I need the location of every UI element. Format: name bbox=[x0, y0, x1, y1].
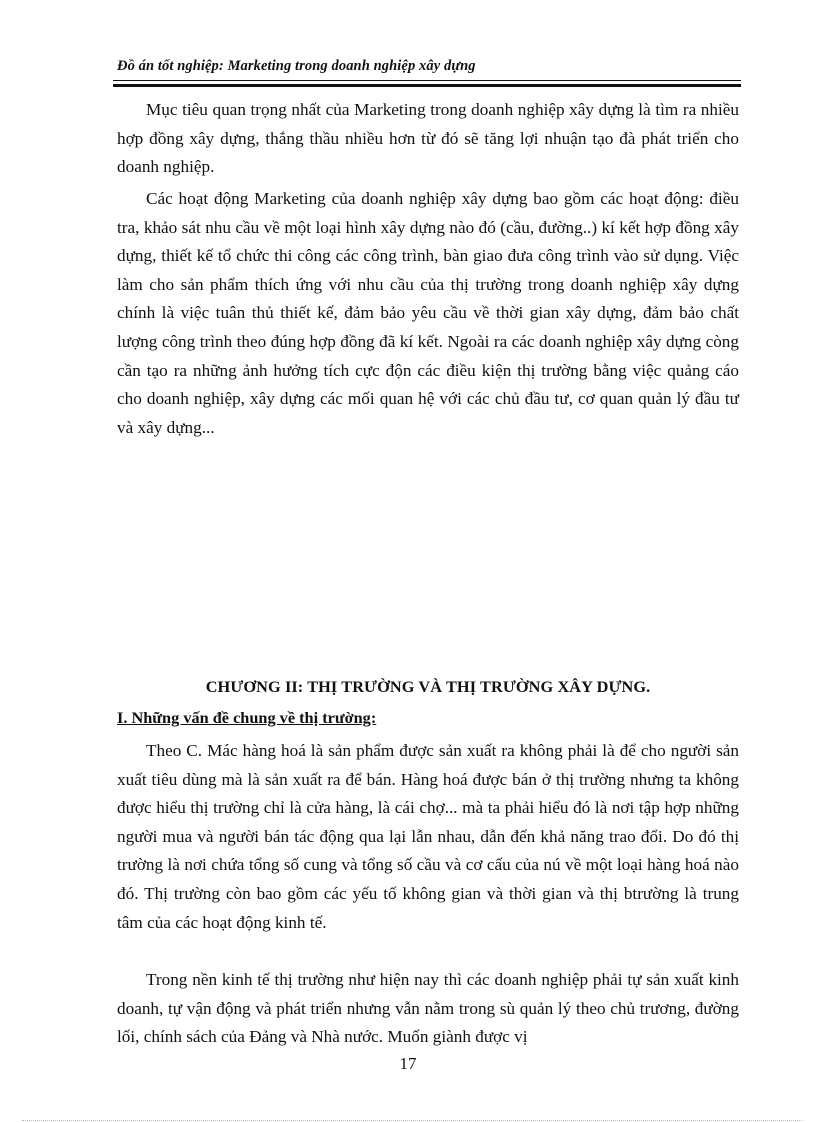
section-heading: I. Những vấn đề chung về thị trường: bbox=[117, 708, 377, 727]
paragraph-market-definition: Theo C. Mác hàng hoá là sản phẩm được sản xuất ra không phải là để cho người sản xuất tiêu dùng mà là sản xuất ra để bán. Hàng hoá được bán ở thị trường nhưng ta không được hiểu thị trường chỉ là cửa hàng, là cái chợ... mà ta phải hiểu đó là nơi tập hợp những người mua và người bán tác động qua lại lẫn nhau, dẫn đến khả năng trao đổi. Do đó thị trường là nơi chứa tổng số cung và tổng số cầu và cơ cấu của nú về một loại hàng hoá nào đó. Thị trường còn bao gồm các yếu tố không gian và thời gian và thị btrường là trung tâm của các hoạt động kinh tế. bbox=[117, 741, 739, 932]
header-rule-thick bbox=[113, 84, 741, 87]
paragraph-market-economy: Trong nền kinh tế thị trường như hiện nay thì các doanh nghiệp phải tự sản xuất kinh doanh, tự vận động và phát triển nhưng vẫn nằm trong sù quản lý theo chủ trương, đường lối, chính sách của Đảng và Nhà nước. Muốn giành được vị bbox=[117, 970, 739, 1047]
header-rule-thin bbox=[113, 80, 741, 81]
running-header: Đồ án tốt nghiệp: Marketing trong doanh nghiệp xây dựng bbox=[117, 58, 476, 74]
paragraph-marketing-goal: Mục tiêu quan trọng nhất của Marketing trong doanh nghiệp xây dựng là tìm ra nhiều hợp đồng xây dựng, thắng thầu nhiều hơn từ đó sẽ tăng lợi nhuận tạo đà phát triển cho doanh nghiệp. bbox=[117, 100, 739, 177]
page-number: 17 bbox=[399, 1054, 417, 1073]
paragraph-marketing-activities: Các hoạt động Marketing của doanh nghiệp xây dựng bao gồm các hoạt động: điều tra, khảo sát nhu cầu về một loại hình xây dựng nào đó (cầu, đường..) kí kết hợp đồng xây dựng, thiết kế tổ chức thi công các công trình, bàn giao đưa công trình vào sử dụng. Việc làm cho sản phẩm thích ứng với nhu cầu của thị trường trong doanh nghiệp xây dựng chính là việc tuân thủ thiết kế, đảm bảo yêu cầu về thời gian xây dựng, đảm bảo chất lượng công trình theo đúng hợp đồng đã kí kết. Ngoài ra các doanh nghiệp xây dựng còng cần tạo ra những ảnh hưởng tích cực độn các điều kiện thị trường bằng việc quảng cáo cho doanh nghiệp, xây dựng các mối quan hệ với các chủ đầu tư, cơ quan quản lý đầu tư và xây dựng... bbox=[117, 189, 739, 437]
chapter-title: CHƯƠNG II: THỊ TRƯỜNG VÀ THỊ TRƯỜNG XÂY DỰNG. bbox=[205, 677, 651, 696]
page-bottom-divider bbox=[22, 1120, 802, 1121]
